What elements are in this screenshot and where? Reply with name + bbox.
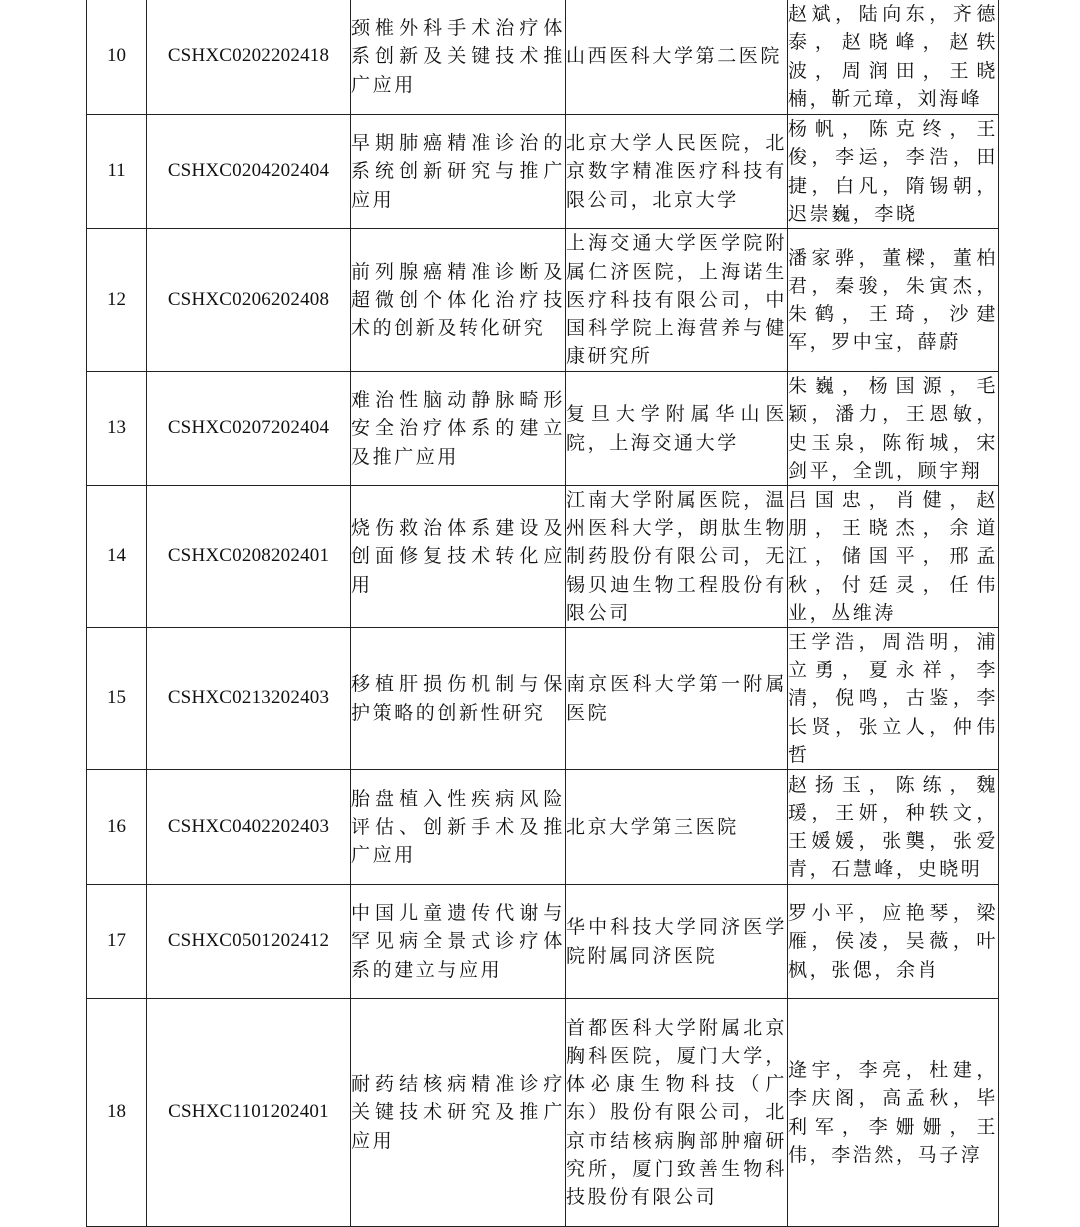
row-number: 11	[87, 115, 147, 229]
row-number: 14	[87, 486, 147, 628]
row-number: 15	[87, 628, 147, 770]
project-title: 耐药结核病精准诊疗关键技术研究及推广应用	[351, 999, 566, 1227]
project-code: CSHXC0501202412	[147, 885, 351, 999]
table-row	[87, 372, 999, 486]
project-title: 胎盘植入性疾病风险评估、创新手术及推广应用	[351, 770, 566, 885]
table-row	[87, 0, 999, 115]
row-number: 13	[87, 372, 147, 486]
project-title: 难治性脑动静脉畸形安全治疗体系的建立及推广应用	[351, 372, 566, 486]
project-code: CSHXC0204202404	[147, 115, 351, 229]
table-row	[87, 115, 999, 229]
team-members: 逄宇，李亮，杜建，李庆阁，高孟秋，毕利军，李姗姗，王伟，李浩然，马子淳	[788, 999, 999, 1227]
project-title: 前列腺癌精准诊断及超微创个体化治疗技术的创新及转化研究	[351, 229, 566, 372]
row-number: 16	[87, 770, 147, 885]
project-code: CSHXC0402202403	[147, 770, 351, 885]
row-number: 18	[87, 999, 147, 1227]
team-members: 吕国忠，肖健，赵朋，王晓杰，余道江，储国平，邢孟秋，付廷灵，任伟业，丛维涛	[788, 486, 999, 628]
project-title: 移植肝损伤机制与保护策略的创新性研究	[351, 628, 566, 770]
team-members: 赵扬玉，陈练，魏瑗，王妍，种轶文，王媛媛，张龑，张爱青，石慧峰，史晓明	[788, 770, 999, 885]
team-members: 罗小平，应艳琴，梁雁，侯凌，吴薇，叶枫，张偲，余肖	[788, 885, 999, 999]
table-row	[87, 628, 999, 770]
table-row	[87, 229, 999, 372]
institutions: 上海交通大学医学院附属仁济医院，上海诺生医疗科技有限公司，中国科学院上海营养与健康研究所	[566, 229, 788, 372]
institutions: 江南大学附属医院，温州医科大学，朗肽生物制药股份有限公司，无锡贝迪生物工程股份有限公司	[566, 486, 788, 628]
table-row	[87, 770, 999, 885]
project-code: CSHXC0206202408	[147, 229, 351, 372]
team-members: 赵斌，陆向东，齐德泰，赵晓峰，赵轶波，周润田，王晓楠，靳元璋，刘海峰	[788, 0, 999, 115]
project-code: CSHXC0207202404	[147, 372, 351, 486]
institutions: 北京大学人民医院，北京数字精准医疗科技有限公司，北京大学	[566, 115, 788, 229]
row-number: 10	[87, 0, 147, 115]
project-title: 颈椎外科手术治疗体系创新及关键技术推广应用	[351, 0, 566, 115]
table-row	[87, 999, 999, 1227]
project-code: CSHXC0202202418	[147, 0, 351, 115]
team-members: 王学浩，周浩明，浦立勇，夏永祥，李清，倪鸣，古鉴，李长贤，张立人，仲伟哲	[788, 628, 999, 770]
awards-table	[86, 0, 999, 1227]
project-code: CSHXC0208202401	[147, 486, 351, 628]
project-title: 早期肺癌精准诊治的系统创新研究与推广应用	[351, 115, 566, 229]
team-members: 朱巍，杨国源，毛颖，潘力，王恩敏，史玉泉，陈衔城，宋剑平，全凯，顾宇翔	[788, 372, 999, 486]
institutions: 复旦大学附属华山医院，上海交通大学	[566, 372, 788, 486]
institutions: 北京大学第三医院	[566, 770, 788, 885]
institutions: 山西医科大学第二医院	[566, 0, 788, 115]
institutions: 华中科技大学同济医学院附属同济医院	[566, 885, 788, 999]
team-members: 潘家骅，董樑，董柏君，秦骏，朱寅杰，朱鹤，王琦，沙建军，罗中宝，薛蔚	[788, 229, 999, 372]
table-row	[87, 885, 999, 999]
row-number: 17	[87, 885, 147, 999]
project-code: CSHXC0213202403	[147, 628, 351, 770]
team-members: 杨帆，陈克终，王俊，李运，李浩，田捷，白凡，隋锡朝，迟崇巍，李晓	[788, 115, 999, 229]
institutions: 首都医科大学附属北京胸科医院，厦门大学，体必康生物科技（广东）股份有限公司，北京市结核病胸部肿瘤研究所，厦门致善生物科技股份有限公司	[566, 999, 788, 1227]
project-title: 中国儿童遗传代谢与罕见病全景式诊疗体系的建立与应用	[351, 885, 566, 999]
row-number: 12	[87, 229, 147, 372]
project-title: 烧伤救治体系建设及创面修复技术转化应用	[351, 486, 566, 628]
institutions: 南京医科大学第一附属医院	[566, 628, 788, 770]
project-code: CSHXC1101202401	[147, 999, 351, 1227]
table-row	[87, 486, 999, 628]
